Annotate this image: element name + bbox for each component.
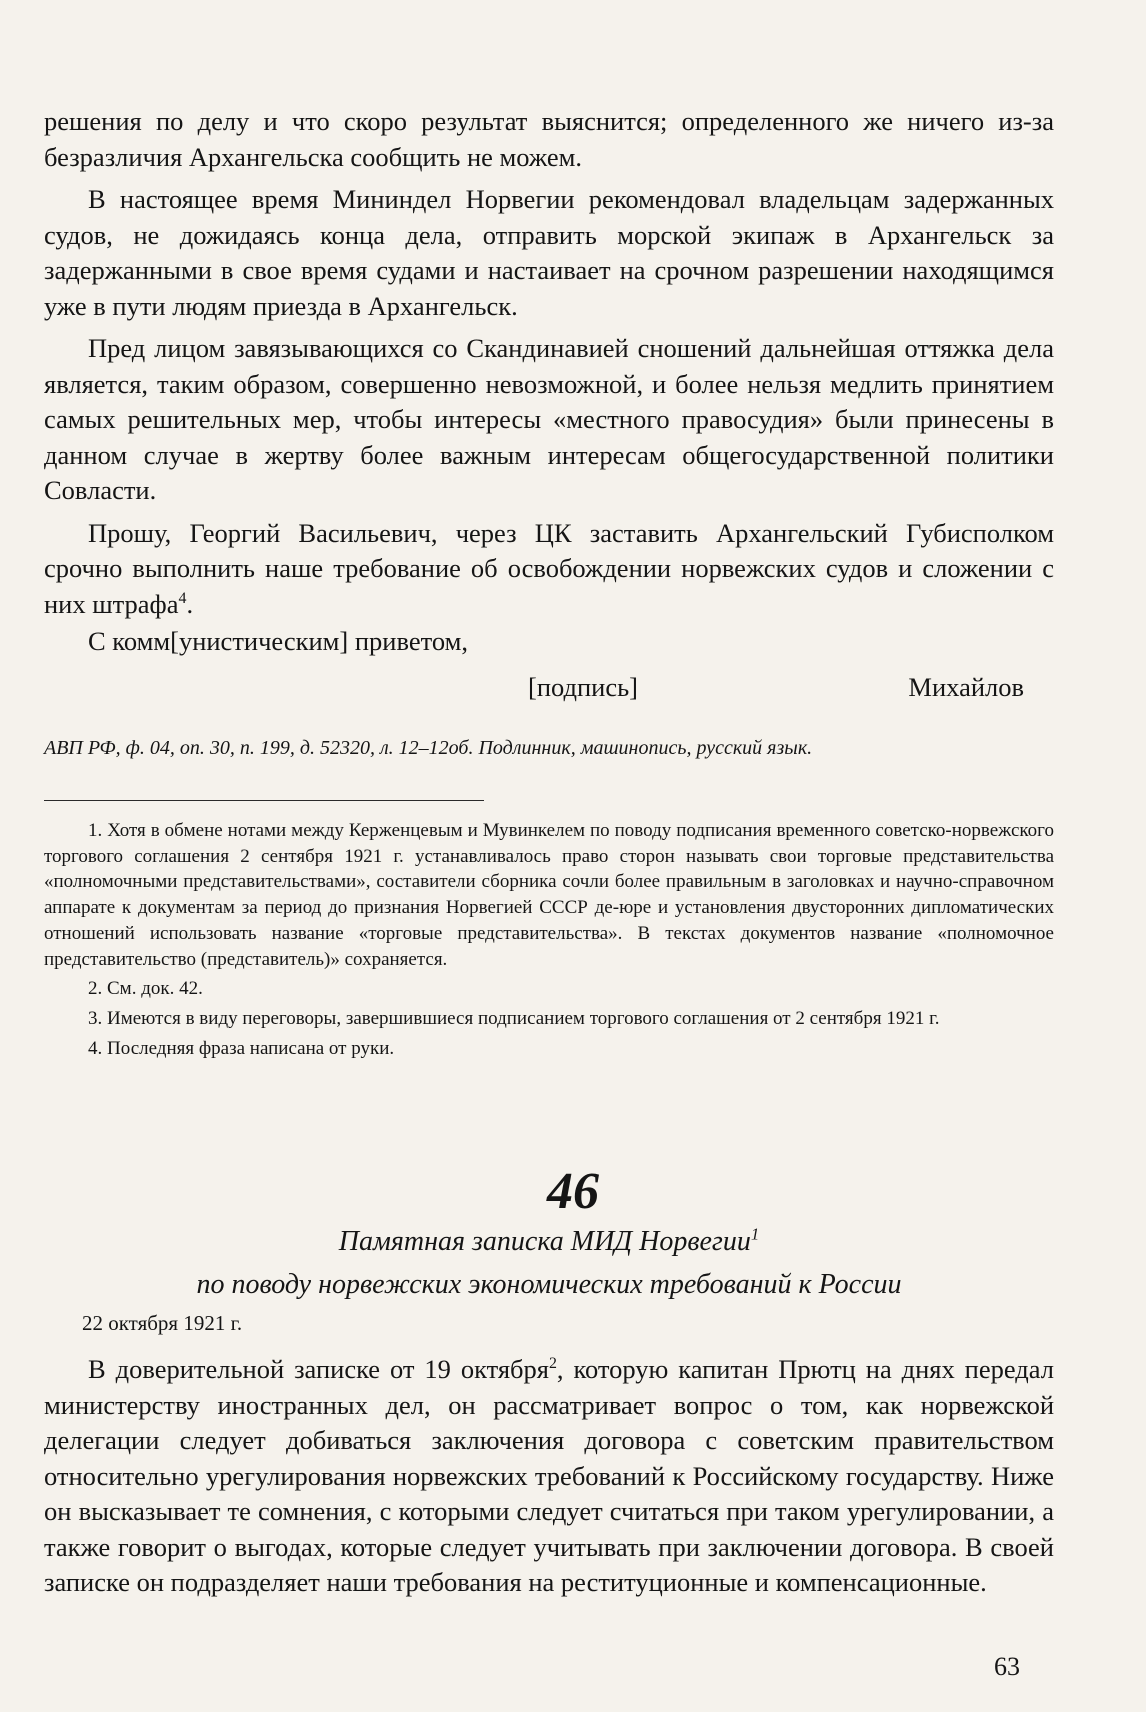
- paragraph-continuation: решения по делу и что скоро результат выяснится; определенного же ничего из-за безразличия Архангельска сообщить не можем.: [44, 106, 1054, 172]
- paragraph-scandinavia-relations: Пред лицом завязывающихся со Скандинавией сношений дальнейшая оттяжка дела является, таким образом, совершенно невозможной, и более нельзя медлить принятием самых решительных мер, чтобы интересы «местного правосудия» были принесены в данном случае в жертву более важным интересам общегосударственной политики Совласти.: [44, 333, 1054, 505]
- footnote-2: 2. См. док. 42.: [88, 978, 203, 1000]
- request-text: Прошу, Георгий Васильевич, через ЦК заставить Архангельский Губисполком срочно выполнить наше требование об освобождении норвежских судов и сложении с них штрафа: [44, 517, 1054, 619]
- document-title: [44, 1220, 1054, 1306]
- footnote-divider: [44, 800, 484, 801]
- footnote-4: 4. Последняя фраза написана от руки.: [88, 1037, 395, 1059]
- footnote-3: 3. Имеются в виду переговоры, завершившиеся подписанием торгового соглашения от 2 сентября 1921 г.: [88, 1007, 940, 1029]
- paragraph-request: [44, 516, 1054, 623]
- signature-label: [подпись]: [528, 672, 639, 702]
- signature-name: Михайлов: [908, 672, 1024, 702]
- footnotes: [44, 818, 1054, 1061]
- document-number: 46: [547, 1163, 599, 1220]
- document-date: 22 октября 1921 г.: [82, 1311, 243, 1335]
- footnote-ref-1: 1: [750, 1224, 760, 1244]
- document-body: [44, 1352, 1054, 1601]
- footnote-1: 1. Хотя в обмене нотами между Керженцевым и Мувинкелем по поводу подписания временного советско-норвежского торгового соглашения 2 сентября 1921 г. устанавливалось право сторон называть свои торговые представительства «полномочными представительствами», составители сборника сочли более правильным в заголовках и научно-справочном аппарате к документам за период до признания Норвегией СССР де-юре и установления двусторонних дипломатических отношений использовать название «торговые представительства». В текстах документов название «полномочное представительство (представитель)» сохраняется.: [44, 820, 1054, 970]
- document-title-line1: Памятная записка МИД Норвегии$^1$: [338, 1224, 760, 1257]
- request-end: .: [186, 588, 194, 619]
- document-body-paragraph: В доверительной записке от 19 октября$^2$, которую капитан Прютц на днях передал министерству иностранных дел, он рассматривает вопрос о том, как норвежской делегации следует добиваться заключения договора с советским правительством относительно урегулирования норвежских требований к Российскому государству. Ниже он высказывает те сомнения, с которыми следует считаться при таком урегулировании, а также говорит о выгодах, которые следует учитывать при заключении договора. В своей записке он подразделяет наши требования на реституционные и компенсационные.: [44, 1354, 1054, 1597]
- closing-salutation: С комм[унистическим] приветом,: [88, 626, 468, 656]
- footnote-ref-2: 2: [548, 1355, 557, 1373]
- paragraph-ministry-recommendation: В настоящее время Мининдел Норвегии рекомендовал владельцам задержанных судов, не дожидаясь конца дела, отправить морской экипаж в Архангельск за задержанными в свое время судами и настаивает на срочном разрешении находящимся уже в пути людям приезда в Архангельск.: [44, 184, 1054, 321]
- document-title-line2: по поводу норвежских экономических требований к России: [196, 1269, 902, 1300]
- archive-source: [44, 734, 1054, 762]
- footnote-ref-4: 4: [178, 589, 187, 607]
- top-text: [44, 104, 1054, 660]
- page-number: 63: [994, 1652, 1020, 1681]
- archive-source-text: АВП РФ, ф. 04, оп. 30, п. 199, д. 52320, л. 12–12об. Подлинник, машинопись, русский язык.: [44, 737, 813, 759]
